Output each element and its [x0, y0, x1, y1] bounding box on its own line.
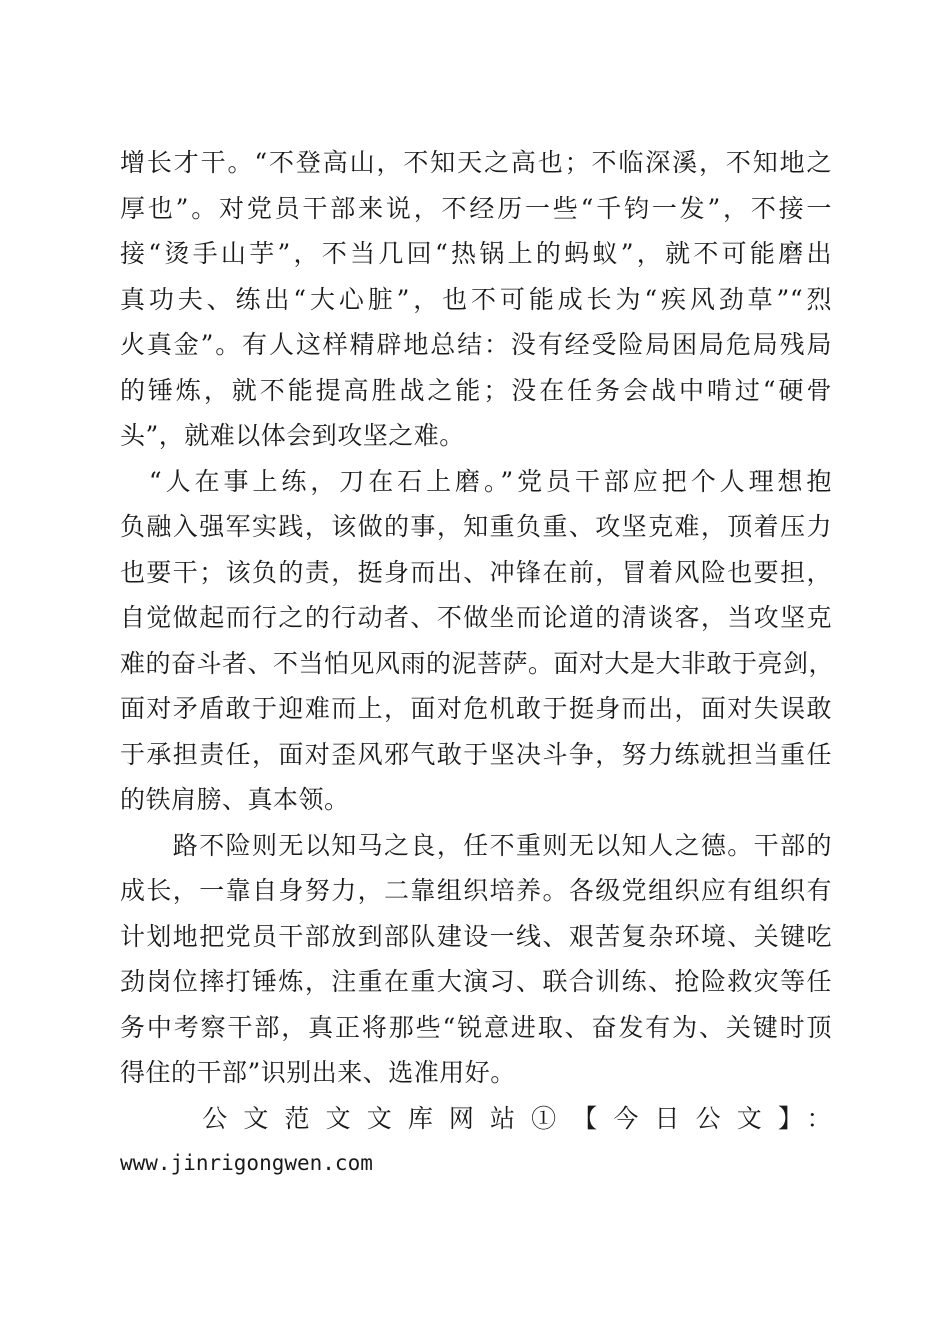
text-line: 的铁肩膀、真本领。	[120, 785, 350, 814]
text-line: 真功夫、练出“大心脏”，也不可能成长为“疾风劲草”“烈	[120, 284, 832, 314]
text-line: 增长才干。“不登高山，不知天之高也；不临深溪，不知地之	[120, 148, 832, 177]
text-line: 得住的干部”识别出来、选准用好。	[120, 1058, 516, 1087]
source-label: 公文范文文库网站①【今日公文】：	[120, 1103, 832, 1133]
text-line: 火真金”。有人这样精辟地总结：没有经受险局困局危局残局	[120, 330, 832, 359]
source-footer	[120, 1096, 832, 1187]
text-line: 接“烫手山芋”，不当几回“热锅上的蚂蚁”，就不可能磨出	[120, 239, 832, 268]
text-line: 负融入强军实践，该做的事，知重负重、攻坚克难，顶着压力	[120, 512, 832, 541]
text-line: 的锤炼，就不能提高胜战之能；没在任务会战中啃过“硬骨	[120, 375, 832, 405]
text-line: 务中考察干部，真正将那些“锐意进取、奋发有为、关键时顶	[120, 1012, 832, 1042]
text-line: 厚也”。对党员干部来说，不经历一些“千钧一发”，不接一	[120, 193, 832, 223]
text-line: 面对矛盾敢于迎难而上，面对危机敢于挺身而出，面对失误敢	[120, 694, 832, 723]
text-line: 计划地把党员干部放到部队建设一线、艰苦复杂环境、关键吃	[120, 921, 832, 951]
text-line: “人在事上练，刀在石上磨。”党员干部应把个人理想抱	[120, 466, 832, 496]
paragraph-3	[120, 823, 832, 1096]
source-url: www.jinrigongwen.com	[120, 1151, 373, 1175]
text-line: 头”，就难以体会到攻坚之难。	[120, 421, 465, 450]
paragraph-2	[120, 459, 835, 823]
text-line: 路不险则无以知马之良，任不重则无以知人之德。干部的	[120, 830, 832, 860]
document-page	[120, 140, 835, 1187]
text-line: 成长，一靠自身努力，二靠组织培养。各级党组织应有组织有	[120, 876, 832, 905]
text-line: 难的奋斗者、不当怕见风雨的泥菩萨。面对大是大非敢于亮剑，	[120, 648, 835, 678]
text-line: 于承担责任，面对歪风邪气敢于坚决斗争，努力练就担当重任	[120, 739, 832, 769]
text-line: 劲岗位摔打锤炼，注重在重大演习、联合训练、抢险救灾等任	[120, 967, 832, 996]
paragraph-1	[120, 140, 832, 459]
text-line: 自觉做起而行之的行动者、不做坐而论道的清谈客，当攻坚克	[120, 603, 832, 632]
text-line: 也要干；该负的责，挺身而出、冲锋在前，冒着风险也要担，	[120, 557, 832, 587]
